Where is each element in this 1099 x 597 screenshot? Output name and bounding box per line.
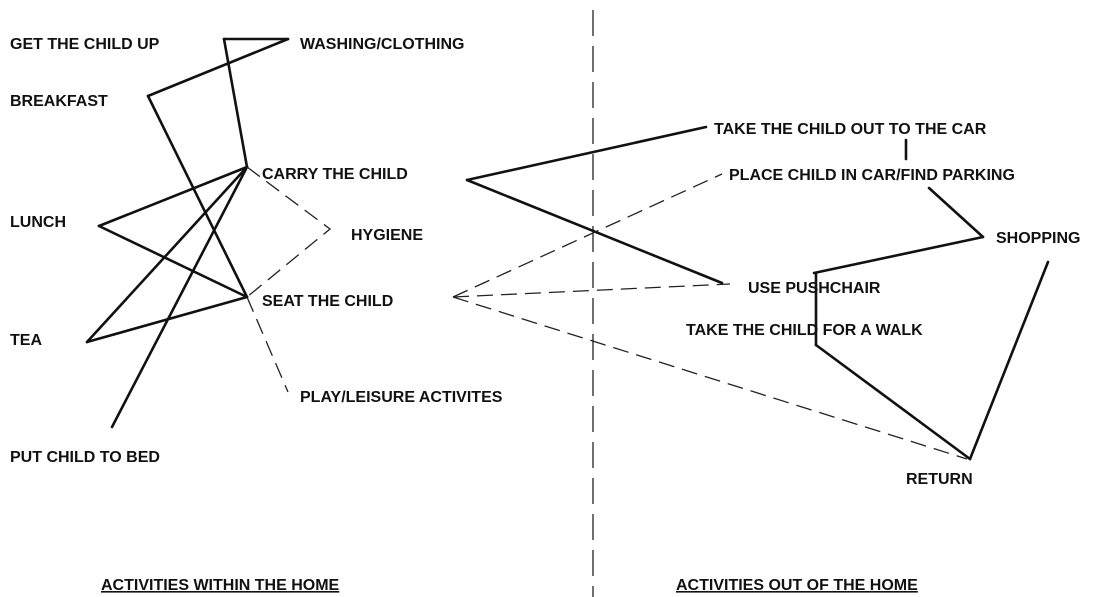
section-title-home: ACTIVITIES WITHIN THE HOME	[101, 577, 340, 594]
link-shopping-pushchair	[814, 237, 983, 273]
section-title-out: ACTIVITIES OUT OF THE HOME	[676, 577, 918, 594]
link-carry-tea	[87, 167, 247, 342]
solid-links	[87, 39, 1048, 459]
node-seat: SEAT THE CHILD	[262, 293, 394, 310]
node-shopping: SHOPPING	[996, 230, 1081, 247]
link-seat-pushchair	[453, 284, 730, 297]
node-lunch: LUNCH	[10, 214, 66, 231]
node-carry: CARRY THE CHILD	[262, 166, 408, 183]
node-bed: PUT CHILD TO BED	[10, 449, 160, 466]
link-carry-hygiene-seat	[247, 167, 330, 297]
home-activities	[10, 36, 503, 466]
node-tea: TEA	[10, 332, 42, 349]
node-pushchair: USE PUSHCHAIR	[748, 280, 881, 297]
link-carry-bed	[112, 167, 247, 427]
link-carry-lunch	[99, 167, 247, 226]
link-shopping-return	[970, 262, 1048, 459]
node-get-up: GET THE CHILD UP	[10, 36, 160, 53]
link-seat-play	[247, 297, 288, 392]
out-activities	[686, 121, 1080, 488]
link-carry-pushchair	[467, 180, 722, 283]
node-washing: WASHING/CLOTHING	[300, 36, 465, 53]
link-carry-take-out	[467, 127, 706, 180]
link-place-car-shopping	[929, 188, 983, 237]
node-place-car: PLACE CHILD IN CAR/FIND PARKING	[729, 167, 1015, 184]
node-play: PLAY/LEISURE ACTIVITES	[300, 389, 503, 406]
node-return: RETURN	[906, 471, 973, 488]
link-walk-return	[816, 345, 970, 459]
node-take-out: TAKE THE CHILD OUT TO THE CAR	[714, 121, 987, 138]
dashed-links	[247, 167, 967, 459]
node-breakfast: BREAKFAST	[10, 93, 108, 110]
node-walk: TAKE THE CHILD FOR A WALK	[686, 322, 923, 339]
link-seat-place-car	[453, 174, 722, 297]
link-washing-breakfast	[148, 39, 288, 96]
node-hygiene: HYGIENE	[351, 227, 424, 244]
link-lunch-seat	[99, 226, 247, 297]
